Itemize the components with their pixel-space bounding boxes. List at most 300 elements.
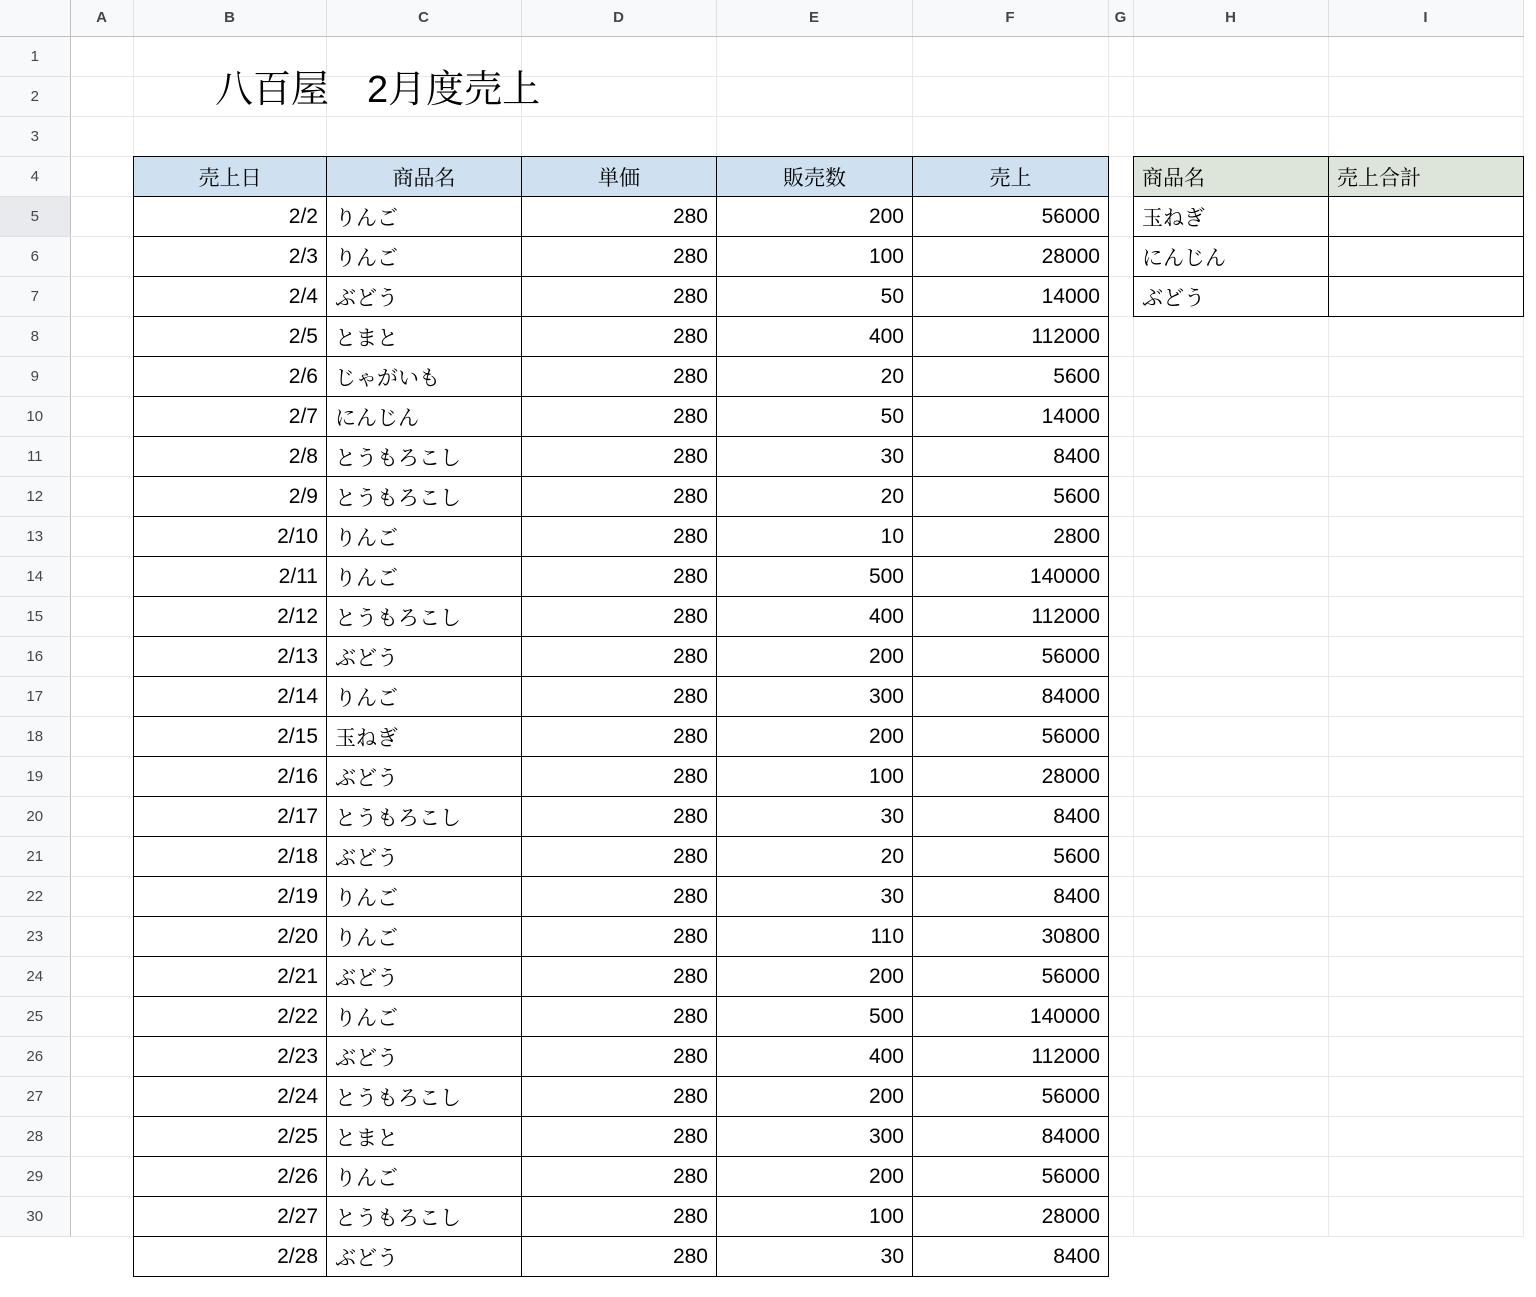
- table-row[interactable]: [134, 957, 1109, 997]
- grid-cell[interactable]: [70, 196, 133, 236]
- column-header-a[interactable]: A: [70, 0, 133, 36]
- sales-cell-3[interactable]: 100: [717, 237, 913, 277]
- grid-cell[interactable]: [1328, 436, 1523, 476]
- sales-cell-3[interactable]: 20: [717, 837, 913, 877]
- sales-cell-4[interactable]: 28000: [913, 757, 1109, 797]
- sales-cell-1[interactable]: りんご: [327, 877, 522, 917]
- sales-cell-3[interactable]: 100: [717, 1197, 913, 1237]
- row-header-14[interactable]: 14: [0, 556, 70, 596]
- sales-cell-0[interactable]: 2/23: [134, 1037, 327, 1077]
- grid-cell[interactable]: [1133, 1076, 1328, 1116]
- sales-cell-4[interactable]: 5600: [913, 357, 1109, 397]
- sales-cell-0[interactable]: 2/6: [134, 357, 327, 397]
- grid-cell[interactable]: [1133, 1196, 1328, 1236]
- sales-cell-1[interactable]: とうもろこし: [327, 1197, 522, 1237]
- grid-cell[interactable]: [1133, 476, 1328, 516]
- sales-cell-2[interactable]: 280: [522, 237, 717, 277]
- sales-cell-2[interactable]: 280: [522, 1237, 717, 1277]
- grid-cell[interactable]: [133, 116, 326, 156]
- sales-cell-4[interactable]: 2800: [913, 517, 1109, 557]
- grid-cell[interactable]: [1108, 276, 1133, 316]
- grid-cell[interactable]: [70, 836, 133, 876]
- table-row[interactable]: [134, 997, 1109, 1037]
- sales-cell-1[interactable]: ぶどう: [327, 277, 522, 317]
- table-row[interactable]: [134, 437, 1109, 477]
- grid-cell[interactable]: [1328, 876, 1523, 916]
- grid-cell[interactable]: [1108, 796, 1133, 836]
- grid-cell[interactable]: [912, 36, 1108, 76]
- sales-cell-4[interactable]: 14000: [913, 277, 1109, 317]
- table-row[interactable]: [134, 557, 1109, 597]
- sales-cell-0[interactable]: 2/7: [134, 397, 327, 437]
- column-header-g[interactable]: G: [1108, 0, 1133, 36]
- sales-cell-3[interactable]: 500: [717, 557, 913, 597]
- sales-cell-3[interactable]: 30: [717, 1237, 913, 1277]
- grid-cell[interactable]: [1108, 236, 1133, 276]
- summary-row[interactable]: [1134, 197, 1524, 237]
- grid-cell[interactable]: [716, 76, 912, 116]
- table-row[interactable]: [134, 917, 1109, 957]
- grid-cell[interactable]: [1133, 356, 1328, 396]
- sales-cell-1[interactable]: とまと: [327, 1117, 522, 1157]
- table-row[interactable]: [134, 1037, 1109, 1077]
- grid-cell[interactable]: [1133, 836, 1328, 876]
- sales-cell-0[interactable]: 2/4: [134, 277, 327, 317]
- grid-cell[interactable]: [70, 716, 133, 756]
- grid-cell[interactable]: [1108, 916, 1133, 956]
- sales-cell-3[interactable]: 500: [717, 997, 913, 1037]
- table-row[interactable]: [134, 517, 1109, 557]
- table-row[interactable]: [134, 317, 1109, 357]
- grid-cell[interactable]: [1133, 316, 1328, 356]
- column-header-e[interactable]: E: [716, 0, 912, 36]
- row-header-15[interactable]: 15: [0, 596, 70, 636]
- sales-cell-4[interactable]: 84000: [913, 677, 1109, 717]
- sales-cell-2[interactable]: 280: [522, 1077, 717, 1117]
- row-header-2[interactable]: 2: [0, 76, 70, 116]
- grid-cell[interactable]: [1108, 556, 1133, 596]
- sales-cell-4[interactable]: 56000: [913, 637, 1109, 677]
- grid-cell[interactable]: [70, 116, 133, 156]
- grid-cell[interactable]: [1328, 836, 1523, 876]
- row-header-13[interactable]: 13: [0, 516, 70, 556]
- sales-cell-1[interactable]: ぶどう: [327, 637, 522, 677]
- sales-cell-0[interactable]: 2/5: [134, 317, 327, 357]
- grid-cell[interactable]: [70, 516, 133, 556]
- grid-cell[interactable]: [1108, 676, 1133, 716]
- sales-cell-4[interactable]: 28000: [913, 237, 1109, 277]
- sales-cell-4[interactable]: 8400: [913, 877, 1109, 917]
- row-header-9[interactable]: 9: [0, 356, 70, 396]
- sales-cell-3[interactable]: 200: [717, 1077, 913, 1117]
- grid-cell[interactable]: [1108, 1116, 1133, 1156]
- sales-cell-0[interactable]: 2/18: [134, 837, 327, 877]
- grid-cell[interactable]: [521, 76, 716, 116]
- sales-cell-1[interactable]: りんご: [327, 557, 522, 597]
- sales-cell-0[interactable]: 2/8: [134, 437, 327, 477]
- column-header-d[interactable]: D: [521, 0, 716, 36]
- grid-cell[interactable]: [1133, 796, 1328, 836]
- grid-cell[interactable]: [70, 596, 133, 636]
- table-row[interactable]: [134, 757, 1109, 797]
- grid-cell[interactable]: [1108, 876, 1133, 916]
- grid-cell[interactable]: [70, 276, 133, 316]
- grid-cell[interactable]: [70, 1076, 133, 1116]
- grid-cell[interactable]: [1108, 1076, 1133, 1116]
- grid-cell[interactable]: [1133, 756, 1328, 796]
- sales-cell-2[interactable]: 280: [522, 1117, 717, 1157]
- sales-cell-0[interactable]: 2/11: [134, 557, 327, 597]
- grid-cell[interactable]: [1108, 636, 1133, 676]
- sales-cell-3[interactable]: 30: [717, 877, 913, 917]
- sales-cell-2[interactable]: 280: [522, 997, 717, 1037]
- grid-cell[interactable]: [1108, 76, 1133, 116]
- grid-cell[interactable]: [70, 996, 133, 1036]
- sales-cell-4[interactable]: 140000: [913, 997, 1109, 1037]
- sales-cell-2[interactable]: 280: [522, 717, 717, 757]
- sales-cell-2[interactable]: 280: [522, 677, 717, 717]
- grid-cell[interactable]: [1328, 116, 1523, 156]
- row-header-16[interactable]: 16: [0, 636, 70, 676]
- sales-cell-0[interactable]: 2/14: [134, 677, 327, 717]
- sales-cell-3[interactable]: 30: [717, 437, 913, 477]
- sales-cell-3[interactable]: 400: [717, 1037, 913, 1077]
- row-header-11[interactable]: 11: [0, 436, 70, 476]
- sales-cell-0[interactable]: 2/25: [134, 1117, 327, 1157]
- sales-cell-2[interactable]: 280: [522, 877, 717, 917]
- sales-cell-4[interactable]: 56000: [913, 1077, 1109, 1117]
- table-row[interactable]: [134, 1077, 1109, 1117]
- table-row[interactable]: [134, 277, 1109, 317]
- grid-cell[interactable]: [1133, 716, 1328, 756]
- sales-cell-2[interactable]: 280: [522, 557, 717, 597]
- row-header-26[interactable]: 26: [0, 1036, 70, 1076]
- table-row[interactable]: [134, 797, 1109, 837]
- row-header-18[interactable]: 18: [0, 716, 70, 756]
- grid-cell[interactable]: [1133, 956, 1328, 996]
- sales-cell-0[interactable]: 2/2: [134, 197, 327, 237]
- grid-cell[interactable]: [1328, 716, 1523, 756]
- grid-cell[interactable]: [1108, 356, 1133, 396]
- row-header-6[interactable]: 6: [0, 236, 70, 276]
- grid-cell[interactable]: [1108, 596, 1133, 636]
- summary-cell-0[interactable]: 玉ねぎ: [1134, 197, 1329, 237]
- grid-cell[interactable]: [1108, 1196, 1133, 1236]
- grid-cell[interactable]: [1133, 876, 1328, 916]
- table-row[interactable]: [134, 677, 1109, 717]
- sales-cell-3[interactable]: 200: [717, 1157, 913, 1197]
- row-header-5[interactable]: 5: [0, 196, 70, 236]
- sales-cell-1[interactable]: 玉ねぎ: [327, 717, 522, 757]
- grid-cell[interactable]: [1108, 516, 1133, 556]
- row-header-24[interactable]: 24: [0, 956, 70, 996]
- grid-cell[interactable]: [1328, 996, 1523, 1036]
- sales-cell-1[interactable]: りんご: [327, 917, 522, 957]
- sales-cell-1[interactable]: とうもろこし: [327, 597, 522, 637]
- sales-cell-1[interactable]: とうもろこし: [327, 477, 522, 517]
- sales-cell-1[interactable]: りんご: [327, 677, 522, 717]
- summary-cell-1[interactable]: [1329, 277, 1524, 317]
- sales-cell-3[interactable]: 200: [717, 637, 913, 677]
- grid-cell[interactable]: [1108, 396, 1133, 436]
- row-header-22[interactable]: 22: [0, 876, 70, 916]
- grid-cell[interactable]: [1328, 596, 1523, 636]
- grid-cell[interactable]: [1133, 116, 1328, 156]
- grid-cell[interactable]: [1133, 436, 1328, 476]
- table-row[interactable]: [134, 717, 1109, 757]
- sales-cell-1[interactable]: りんご: [327, 517, 522, 557]
- table-row[interactable]: [134, 477, 1109, 517]
- grid-cell[interactable]: [1328, 516, 1523, 556]
- sales-cell-0[interactable]: 2/22: [134, 997, 327, 1037]
- table-row[interactable]: [134, 597, 1109, 637]
- sales-cell-2[interactable]: 280: [522, 437, 717, 477]
- grid-cell[interactable]: [1108, 116, 1133, 156]
- grid-cell[interactable]: [1328, 676, 1523, 716]
- grid-cell[interactable]: [1108, 1156, 1133, 1196]
- sales-cell-2[interactable]: 280: [522, 1037, 717, 1077]
- row-header-3[interactable]: 3: [0, 116, 70, 156]
- sales-cell-3[interactable]: 400: [717, 317, 913, 357]
- sales-cell-1[interactable]: とうもろこし: [327, 1077, 522, 1117]
- grid-cell[interactable]: [70, 556, 133, 596]
- sales-cell-4[interactable]: 56000: [913, 957, 1109, 997]
- sales-cell-4[interactable]: 56000: [913, 717, 1109, 757]
- sales-cell-1[interactable]: とうもろこし: [327, 437, 522, 477]
- grid-cell[interactable]: [1133, 1036, 1328, 1076]
- grid-cell[interactable]: [1133, 636, 1328, 676]
- grid-cell[interactable]: [1133, 516, 1328, 556]
- sales-cell-3[interactable]: 300: [717, 677, 913, 717]
- sales-cell-2[interactable]: 280: [522, 517, 717, 557]
- sales-cell-2[interactable]: 280: [522, 837, 717, 877]
- sales-cell-4[interactable]: 8400: [913, 437, 1109, 477]
- grid-cell[interactable]: [1133, 596, 1328, 636]
- sales-cell-0[interactable]: 2/15: [134, 717, 327, 757]
- sales-cell-3[interactable]: 50: [717, 397, 913, 437]
- sales-cell-3[interactable]: 200: [717, 717, 913, 757]
- grid-cell[interactable]: [1328, 76, 1523, 116]
- row-header-19[interactable]: 19: [0, 756, 70, 796]
- grid-cell[interactable]: [70, 1036, 133, 1076]
- sales-cell-3[interactable]: 200: [717, 957, 913, 997]
- grid-cell[interactable]: [1328, 476, 1523, 516]
- grid-cell[interactable]: [70, 676, 133, 716]
- sales-cell-0[interactable]: 2/21: [134, 957, 327, 997]
- table-row[interactable]: [134, 1117, 1109, 1157]
- sales-cell-3[interactable]: 30: [717, 797, 913, 837]
- row-header-8[interactable]: 8: [0, 316, 70, 356]
- sales-cell-1[interactable]: ぶどう: [327, 1237, 522, 1277]
- grid-cell[interactable]: [1328, 316, 1523, 356]
- grid-cell[interactable]: [70, 1116, 133, 1156]
- grid-cell[interactable]: [1328, 356, 1523, 396]
- table-row[interactable]: [134, 197, 1109, 237]
- sales-cell-2[interactable]: 280: [522, 1157, 717, 1197]
- sales-cell-1[interactable]: りんご: [327, 197, 522, 237]
- grid-cell[interactable]: [1133, 916, 1328, 956]
- summary-cell-0[interactable]: ぶどう: [1134, 277, 1329, 317]
- grid-cell[interactable]: [1133, 556, 1328, 596]
- sales-cell-3[interactable]: 400: [717, 597, 913, 637]
- grid-cell[interactable]: [1108, 956, 1133, 996]
- sales-cell-4[interactable]: 28000: [913, 1197, 1109, 1237]
- grid-cell[interactable]: [521, 36, 716, 76]
- sales-cell-1[interactable]: とまと: [327, 317, 522, 357]
- grid-cell[interactable]: [1328, 556, 1523, 596]
- sales-cell-3[interactable]: 50: [717, 277, 913, 317]
- sales-cell-2[interactable]: 280: [522, 357, 717, 397]
- sales-cell-1[interactable]: りんご: [327, 237, 522, 277]
- sales-cell-2[interactable]: 280: [522, 597, 717, 637]
- sales-table[interactable]: [133, 156, 1109, 1277]
- grid-cell[interactable]: [1108, 996, 1133, 1036]
- sales-cell-0[interactable]: 2/17: [134, 797, 327, 837]
- sales-cell-2[interactable]: 280: [522, 317, 717, 357]
- grid-cell[interactable]: [912, 76, 1108, 116]
- table-row[interactable]: [134, 237, 1109, 277]
- grid-cell[interactable]: [1108, 836, 1133, 876]
- sales-cell-1[interactable]: ぶどう: [327, 757, 522, 797]
- summary-row[interactable]: [1134, 277, 1524, 317]
- grid-cell[interactable]: [1133, 36, 1328, 76]
- sales-cell-3[interactable]: 20: [717, 477, 913, 517]
- sales-cell-1[interactable]: とうもろこし: [327, 797, 522, 837]
- summary-row[interactable]: [1134, 237, 1524, 277]
- sales-cell-2[interactable]: 280: [522, 397, 717, 437]
- sales-cell-2[interactable]: 280: [522, 197, 717, 237]
- grid-cell[interactable]: [1133, 676, 1328, 716]
- row-header-12[interactable]: 12: [0, 476, 70, 516]
- column-header-i[interactable]: I: [1328, 0, 1523, 36]
- sales-cell-2[interactable]: 280: [522, 637, 717, 677]
- row-header-10[interactable]: 10: [0, 396, 70, 436]
- grid-cell[interactable]: [326, 116, 521, 156]
- row-header-1[interactable]: 1: [0, 36, 70, 76]
- row-header-23[interactable]: 23: [0, 916, 70, 956]
- grid-cell[interactable]: [1108, 476, 1133, 516]
- grid-cell[interactable]: [1328, 1196, 1523, 1236]
- sales-cell-3[interactable]: 10: [717, 517, 913, 557]
- row-header-27[interactable]: 27: [0, 1076, 70, 1116]
- grid-cell[interactable]: [1328, 1116, 1523, 1156]
- sales-cell-1[interactable]: ぶどう: [327, 1037, 522, 1077]
- column-header-f[interactable]: F: [912, 0, 1108, 36]
- grid-cell[interactable]: [1328, 1156, 1523, 1196]
- sales-cell-4[interactable]: 30800: [913, 917, 1109, 957]
- row-header-21[interactable]: 21: [0, 836, 70, 876]
- grid-cell[interactable]: [70, 476, 133, 516]
- summary-table[interactable]: [1133, 156, 1524, 317]
- table-row[interactable]: [134, 1237, 1109, 1277]
- grid-cell[interactable]: [1133, 76, 1328, 116]
- sales-cell-4[interactable]: 84000: [913, 1117, 1109, 1157]
- row-header-17[interactable]: 17: [0, 676, 70, 716]
- grid-cell[interactable]: [70, 916, 133, 956]
- row-header-20[interactable]: 20: [0, 796, 70, 836]
- sales-cell-4[interactable]: 8400: [913, 797, 1109, 837]
- sales-cell-0[interactable]: 2/12: [134, 597, 327, 637]
- grid-cell[interactable]: [70, 356, 133, 396]
- grid-cell[interactable]: [912, 116, 1108, 156]
- sales-cell-1[interactable]: じゃがいも: [327, 357, 522, 397]
- grid-cell[interactable]: [1328, 756, 1523, 796]
- grid-cell[interactable]: [70, 636, 133, 676]
- grid-cell[interactable]: [70, 236, 133, 276]
- grid-cell[interactable]: [1328, 956, 1523, 996]
- summary-cell-0[interactable]: にんじん: [1134, 237, 1329, 277]
- summary-cell-1[interactable]: [1329, 197, 1524, 237]
- table-row[interactable]: [134, 1157, 1109, 1197]
- grid-cell[interactable]: [70, 756, 133, 796]
- grid-cell[interactable]: [1328, 396, 1523, 436]
- sales-cell-4[interactable]: 56000: [913, 197, 1109, 237]
- grid-cell[interactable]: [70, 956, 133, 996]
- summary-cell-1[interactable]: [1329, 237, 1524, 277]
- sales-cell-1[interactable]: ぶどう: [327, 957, 522, 997]
- row-header-4[interactable]: 4: [0, 156, 70, 196]
- grid-cell[interactable]: [70, 36, 133, 76]
- grid-cell[interactable]: [1133, 1116, 1328, 1156]
- table-row[interactable]: [134, 397, 1109, 437]
- grid-cell[interactable]: [1108, 436, 1133, 476]
- grid-cell[interactable]: [1328, 636, 1523, 676]
- grid-cell[interactable]: [1133, 1156, 1328, 1196]
- grid-cell[interactable]: [70, 396, 133, 436]
- sales-cell-2[interactable]: 280: [522, 797, 717, 837]
- row-header-7[interactable]: 7: [0, 276, 70, 316]
- grid-cell[interactable]: [1108, 1036, 1133, 1076]
- sales-cell-0[interactable]: 2/10: [134, 517, 327, 557]
- sales-cell-2[interactable]: 280: [522, 917, 717, 957]
- sales-cell-0[interactable]: 2/16: [134, 757, 327, 797]
- grid-cell[interactable]: [1328, 916, 1523, 956]
- sales-cell-0[interactable]: 2/27: [134, 1197, 327, 1237]
- grid-cell[interactable]: [70, 316, 133, 356]
- sales-cell-3[interactable]: 200: [717, 197, 913, 237]
- grid-cell[interactable]: [1108, 316, 1133, 356]
- grid-cell[interactable]: [1328, 1036, 1523, 1076]
- sales-cell-0[interactable]: 2/24: [134, 1077, 327, 1117]
- grid-cell[interactable]: [1328, 796, 1523, 836]
- grid-cell[interactable]: [70, 1196, 133, 1236]
- sales-cell-4[interactable]: 8400: [913, 1237, 1109, 1277]
- grid-cell[interactable]: [1108, 156, 1133, 196]
- sales-cell-3[interactable]: 300: [717, 1117, 913, 1157]
- sales-cell-1[interactable]: ぶどう: [327, 837, 522, 877]
- sales-cell-3[interactable]: 110: [717, 917, 913, 957]
- grid-cell[interactable]: [716, 36, 912, 76]
- sales-cell-4[interactable]: 14000: [913, 397, 1109, 437]
- grid-cell[interactable]: [70, 1156, 133, 1196]
- sales-cell-1[interactable]: にんじん: [327, 397, 522, 437]
- sales-cell-0[interactable]: 2/28: [134, 1237, 327, 1277]
- grid-cell[interactable]: [1133, 996, 1328, 1036]
- grid-cell[interactable]: [1108, 716, 1133, 756]
- sales-cell-0[interactable]: 2/19: [134, 877, 327, 917]
- select-all-corner[interactable]: [0, 0, 70, 36]
- grid-cell[interactable]: [1328, 36, 1523, 76]
- sales-cell-1[interactable]: りんご: [327, 1157, 522, 1197]
- grid-cell[interactable]: [1108, 756, 1133, 796]
- row-header-30[interactable]: 30: [0, 1196, 70, 1236]
- grid-cell[interactable]: [70, 76, 133, 116]
- grid-cell[interactable]: [1108, 36, 1133, 76]
- sales-cell-3[interactable]: 100: [717, 757, 913, 797]
- row-header-28[interactable]: 28: [0, 1116, 70, 1156]
- sales-cell-0[interactable]: 2/3: [134, 237, 327, 277]
- grid-cell[interactable]: [716, 116, 912, 156]
